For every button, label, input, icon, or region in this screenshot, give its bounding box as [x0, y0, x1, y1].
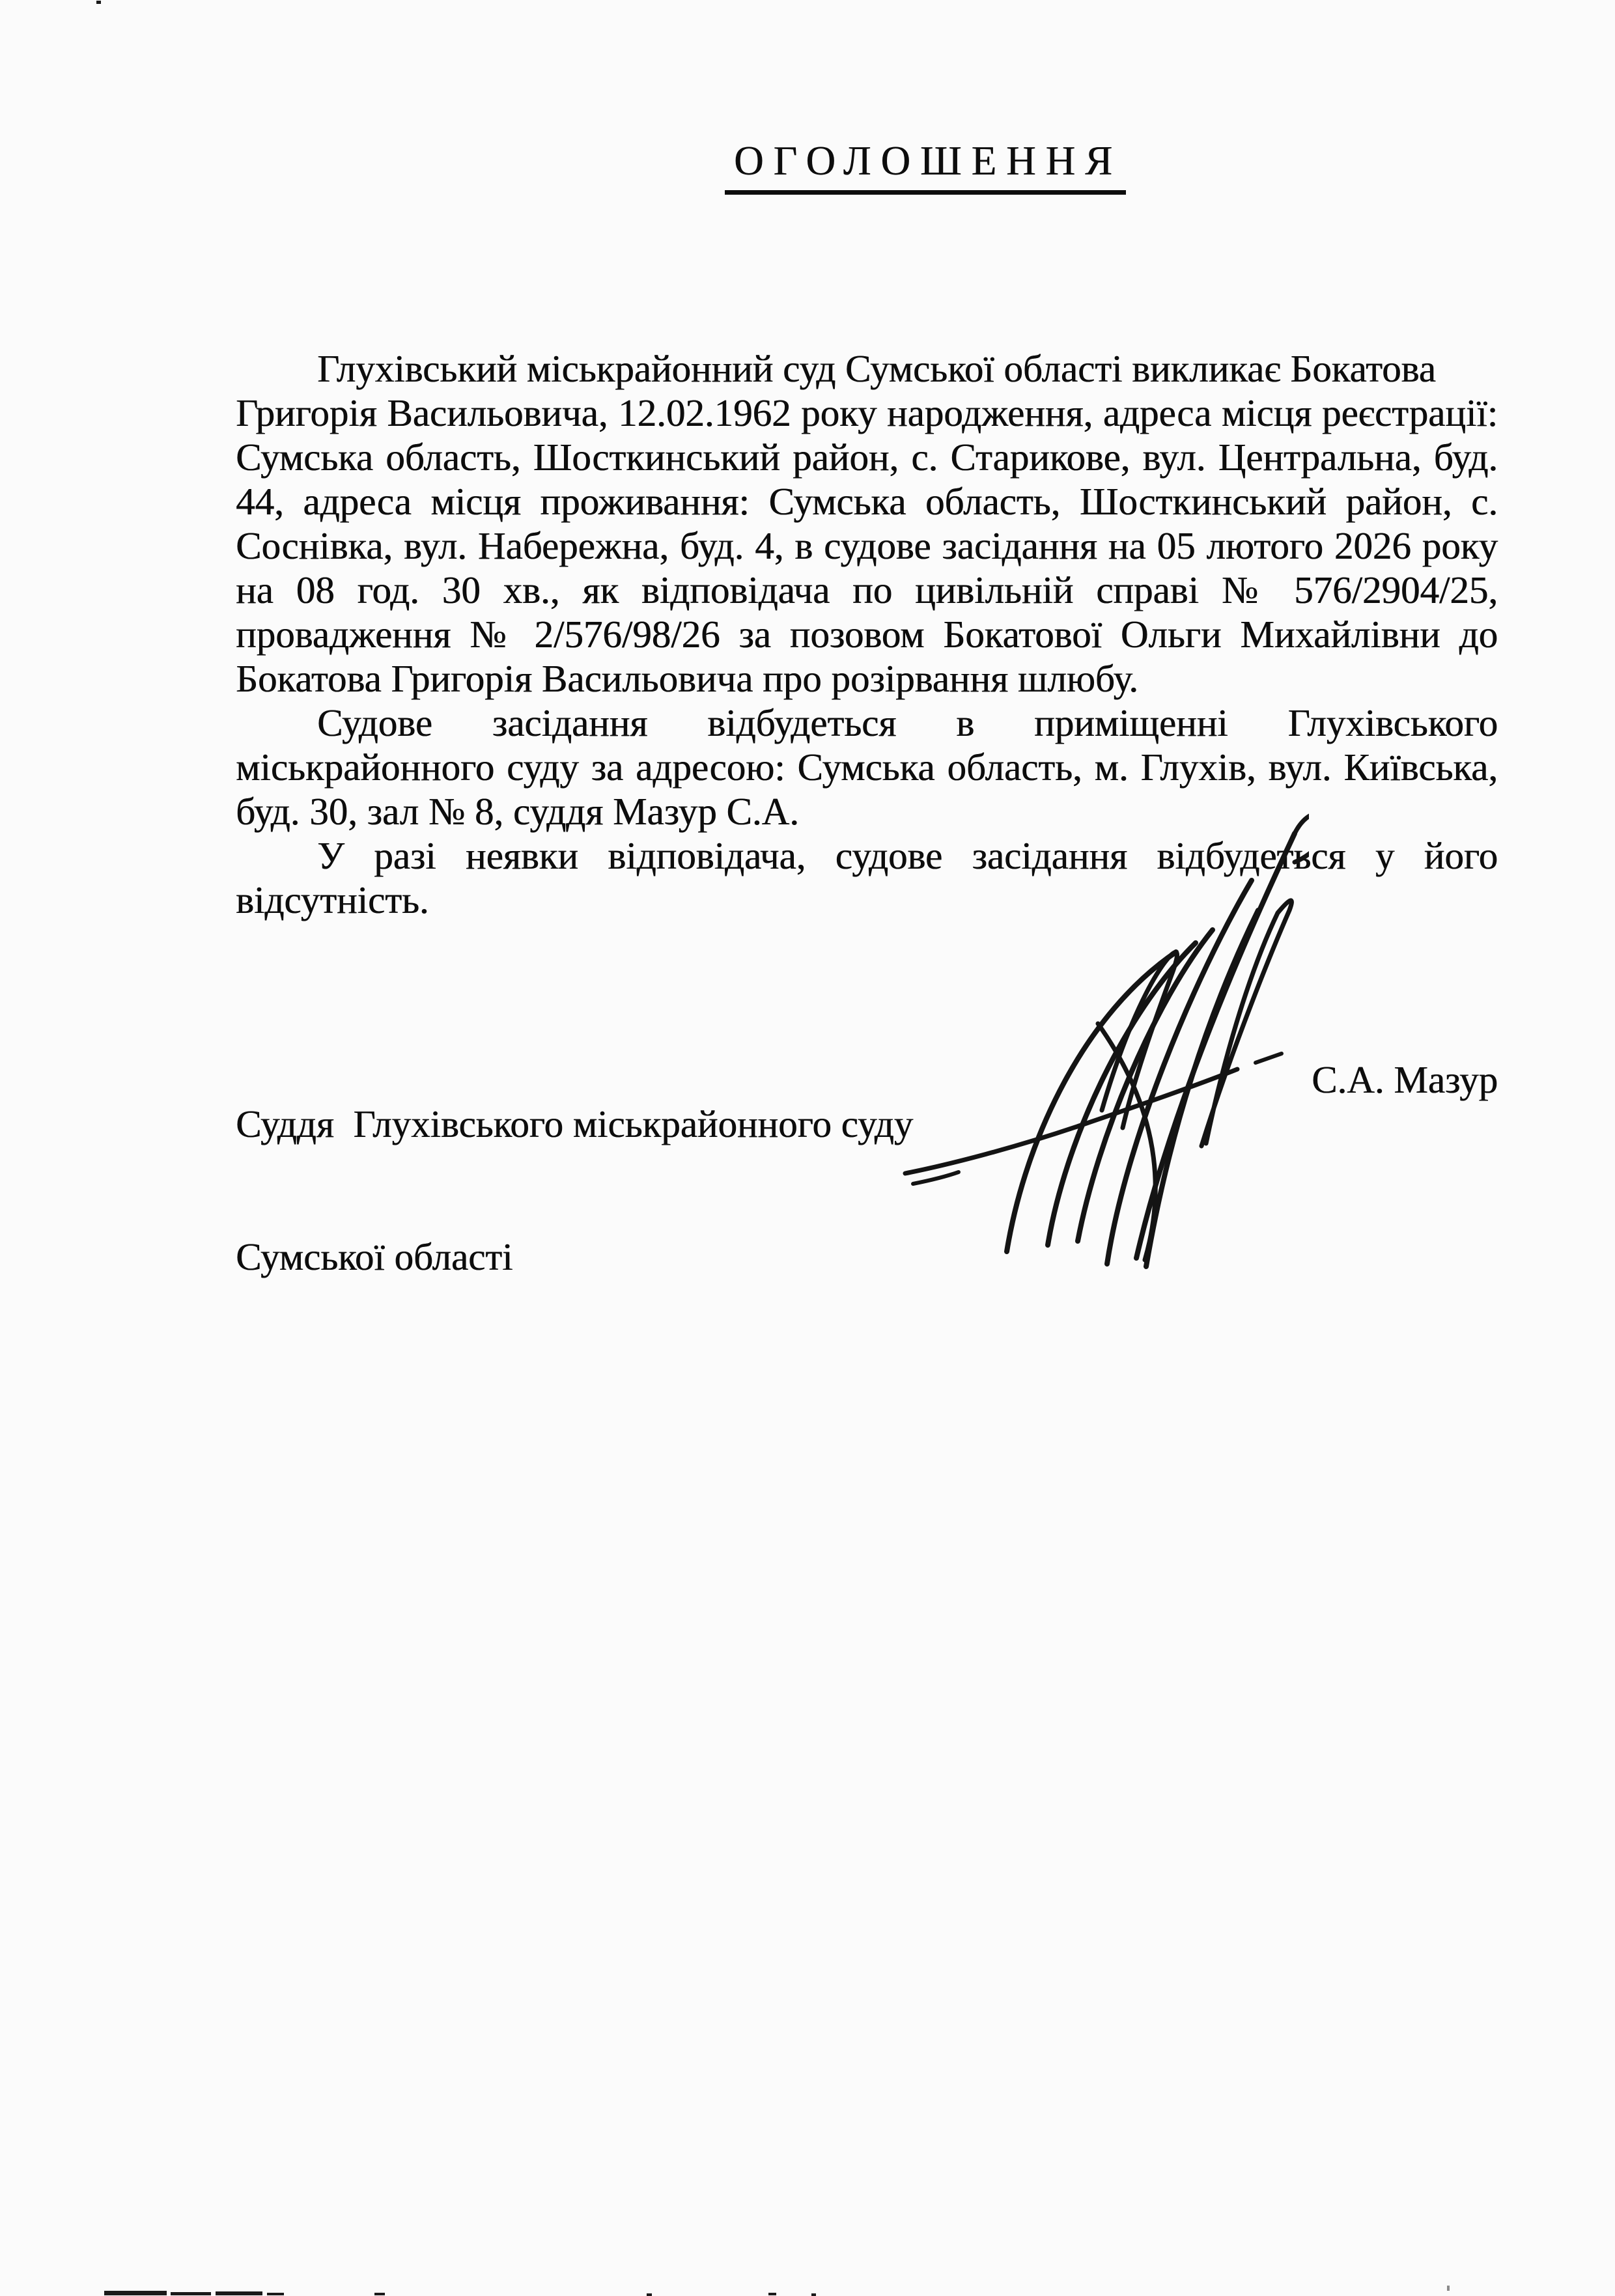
scan-artifact-bottom-dot: [811, 2293, 816, 2296]
text-line: Бокатова Григорія Васильовича про розірвання шлюбу.: [236, 657, 1138, 700]
judge-name: С.А. Мазур: [1312, 1058, 1498, 1101]
judge-region-line: Сумської області: [236, 1235, 513, 1278]
page-title: ОГОЛОШЕННЯ: [725, 139, 1126, 195]
signature-scribble: [892, 806, 1309, 1270]
scan-artifact-bottom-dash: [374, 2293, 385, 2295]
text-line: Григорія Васильовича, 12.02.1962 року народження, адреса місця реєстрації:: [236, 391, 1498, 434]
document-title-row: [236, 139, 1556, 195]
text-line: відсутність.: [236, 878, 429, 921]
scan-artifact-bottom-line: [267, 2293, 284, 2295]
scan-artifact-bottom-dot: [647, 2293, 652, 2296]
text-line: на 08 год. 30 хв., як відповідача по цивільній справі № 576/2904/25,: [236, 568, 1498, 611]
text-line: Судове засідання відбудеться в приміщенні Глухівського: [317, 701, 1498, 744]
scan-artifact-top-dot: [96, 1, 101, 4]
text-line: Сумська область, Шосткинський район, с. Старикове, вул. Центральна, буд.: [236, 436, 1498, 479]
text-line: Соснівка, вул. Набережна, буд. 4, в судове засідання на 05 лютого 2026 року: [236, 524, 1498, 567]
text-line: міськрайонного суду за адресою: Сумська область, м. Глухів, вул. Київська,: [236, 746, 1498, 789]
scan-artifact-bottom-line: [104, 2291, 167, 2295]
scan-artifact-bottom-line: [171, 2292, 211, 2295]
paragraph-summons: [236, 346, 1498, 701]
scan-artifact-bottom-line: [216, 2291, 262, 2295]
scan-artifact-bottom-dot: [1447, 2286, 1450, 2291]
scan-artifact-bottom-dash: [768, 2293, 776, 2295]
text-line: буд. 30, зал № 8, суддя Мазур С.А.: [236, 790, 799, 833]
text-line: 44, адреса місця проживання: Сумська область, Шосткинський район, с.: [236, 480, 1498, 523]
text-line: провадження № 2/576/98/26 за позовом Бокатової Ольги Михайлівни до: [236, 613, 1498, 656]
judge-title-line: Суддя Глухівського міськрайонного суду: [236, 1102, 914, 1145]
text-line: Глухівський міськрайонний суд Сумської області викликає Бокатова: [317, 347, 1436, 390]
text-line: У разі неявки відповідача, судове засідання відбудеться у його: [317, 834, 1498, 877]
